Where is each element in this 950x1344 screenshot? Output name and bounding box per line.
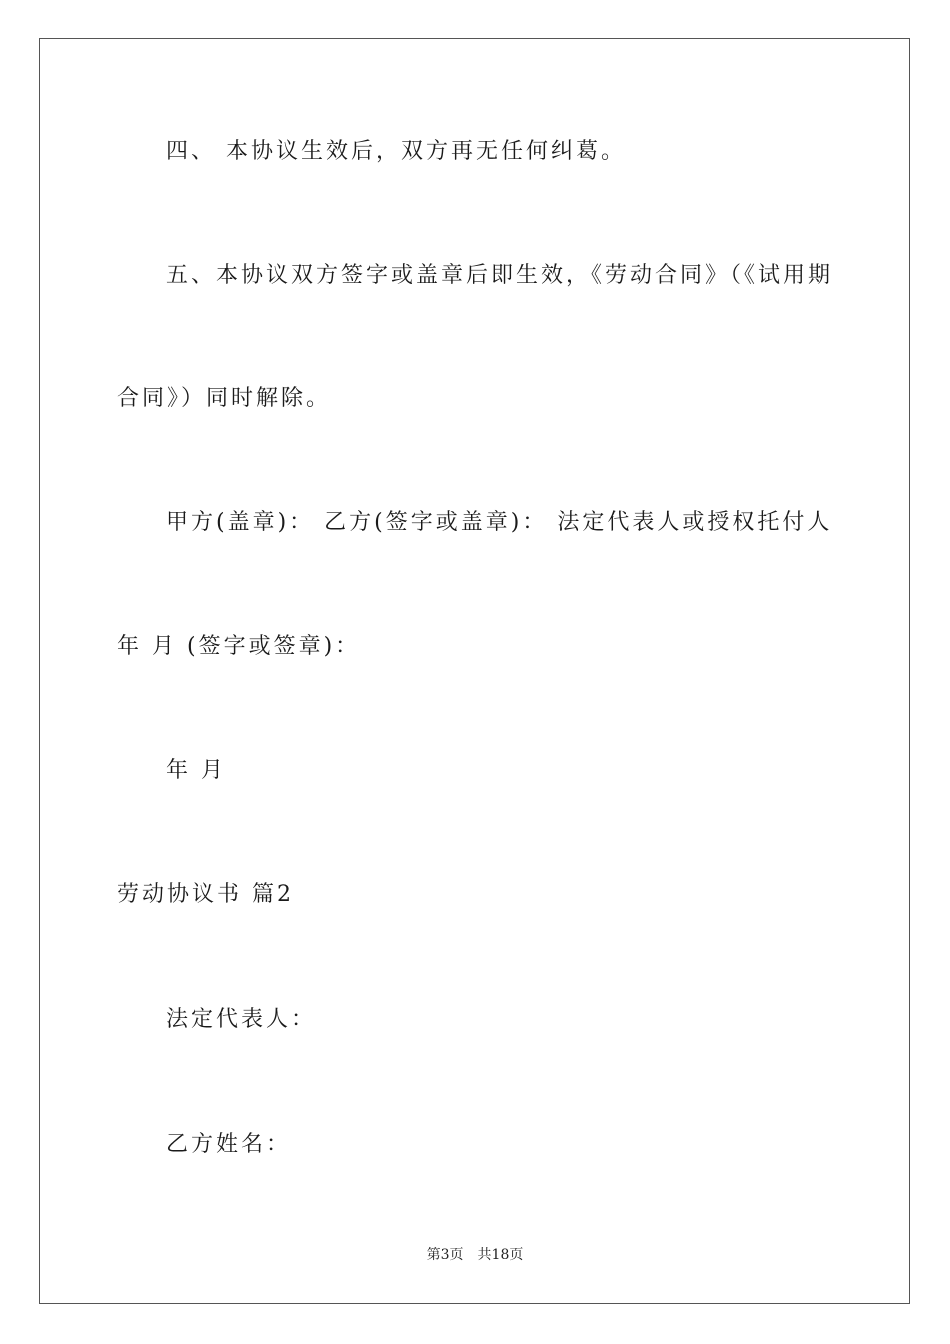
legal-representative-label: 法定代表人：	[166, 1007, 317, 1032]
page-number: 第3页	[426, 1247, 464, 1263]
page-frame	[39, 38, 910, 1304]
clause-five-continued: 合同》）同时解除。	[117, 386, 332, 411]
party-b-name-label: 乙方姓名：	[166, 1132, 292, 1157]
clause-four: 四、 本协议生效后，双方再无任何纠葛。	[166, 139, 626, 164]
section-heading: 劳动协议书 篇2	[117, 882, 294, 907]
page-total: 共18页	[477, 1247, 524, 1263]
signature-parties-line: 甲方(盖章)： 乙方(签字或盖章)： 法定代表人或授权托付人	[166, 510, 833, 535]
page-footer	[0, 1246, 950, 1264]
date-line: 年 月	[166, 758, 226, 783]
signature-date-line: 年 月 (签字或签章)：	[117, 634, 361, 659]
clause-five: 五、本协议双方签字或盖章后即生效，《劳动合同》（《试用期	[166, 263, 834, 288]
